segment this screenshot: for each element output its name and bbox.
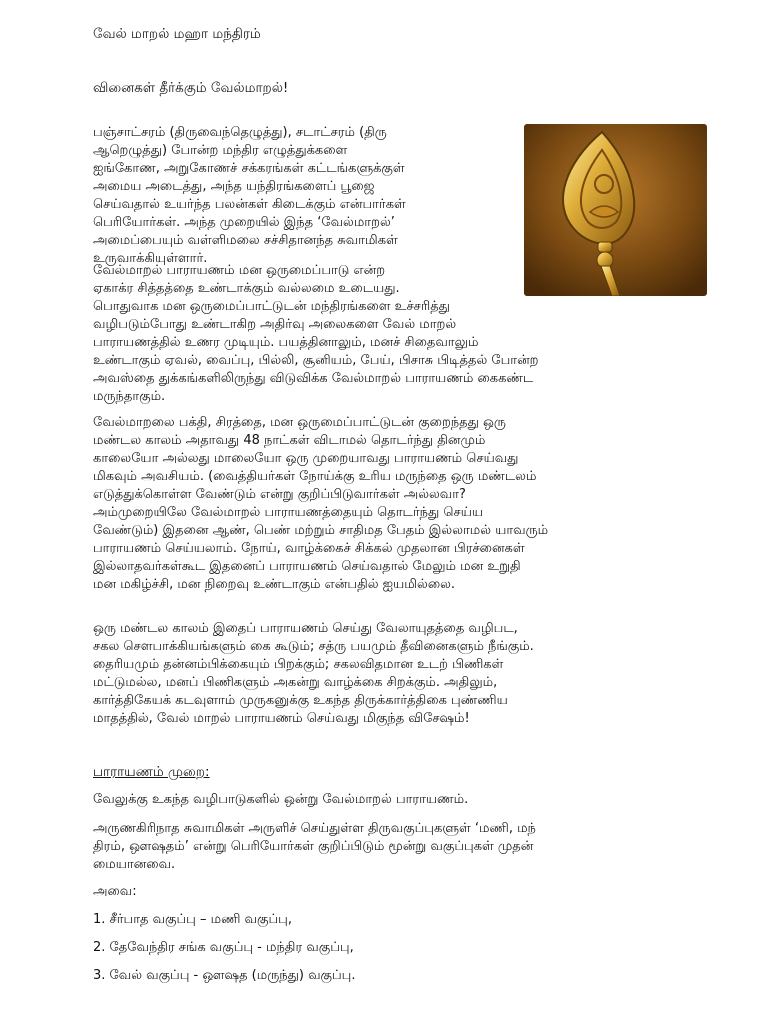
- vel-spear-image: [524, 124, 707, 296]
- paragraph-line: மிகவும் அவசியம். (வைத்தியர்கள் நோய்க்கு உரிய மருந்தை ஒரு மண்டலம்: [93, 469, 537, 484]
- paragraph-line: வேண்டும்) இதனை ஆண், பெண் மற்றும் சாதிமத பேதம் இல்லாமல் யாவரும்: [93, 523, 549, 538]
- paragraph-line: அவஸ்தை துக்கங்களிலிருந்து விடுவிக்க வேல்மாறல் பாராயணம் கைகண்ட: [93, 371, 534, 386]
- paragraph-line: காலையோ அல்லது மாலையோ ஒரு முறையாவது பாராயணம் செய்வது: [93, 451, 519, 466]
- paragraph-line: பஞ்சாட்சரம் (திருவைந்தெழுத்து), சடாட்சரம் (திரு: [93, 125, 387, 140]
- paragraph-4: [93, 620, 534, 728]
- list-intro: அவை:: [93, 884, 137, 899]
- paragraph-1: [93, 124, 406, 268]
- paragraph-line: பெரியோர்கள். அந்த முறையில் இந்த ‘வேல்மாறல்’: [93, 215, 395, 230]
- paragraph-line: மருந்தாகும்.: [93, 389, 166, 404]
- paragraph-line: பொதுவாக மன ஒருமைப்பாட்டுடன் மந்திரங்களை உச்சரித்து: [93, 299, 450, 314]
- paragraph-line: அம்முறையிலே வேல்மாறல் பாராயணத்தையும் தொடர்ந்து செய்ய: [93, 505, 483, 520]
- paragraph-line: மட்டுமல்ல, மனப் பிணிகளும் அகன்று வாழ்க்கை சிறக்கும். அதிலும்,: [93, 675, 498, 690]
- paragraph-line: உண்டாகும் ஏவல், வைப்பு, பில்லி, சூனியம், பேய், பிசாசு பிடித்தல் போன்ற: [93, 353, 539, 368]
- page-title: வேல் மாறல் மஹா மந்திரம்: [93, 26, 261, 42]
- paragraph-line: மையானவை.: [93, 857, 176, 872]
- paragraph-line: எடுத்துக்கொள்ள வேண்டும் என்று குறிப்பிடுவார்கள் அல்லவா?: [93, 487, 466, 502]
- paragraph-line: தைரியமும் தன்னம்பிக்கையும் பிறக்கும்; சகலவிதமான உடற் பிணிகள்: [93, 657, 504, 672]
- paragraph-line: வழிபடும்போது உண்டாகிற அதிர்வு அலைகளை வேல் மாறல்: [93, 317, 457, 332]
- paragraph-line: வேல்மாறல் பாராயணம் மன ஒருமைப்பாடு என்ற: [93, 263, 386, 278]
- paragraph-line: அருணகிரிநாத சுவாமிகள் அருளிச் செய்துள்ள திருவகுப்புகளுள் ‘மணி, மந்: [93, 821, 536, 836]
- list-item: 3. வேல் வகுப்பு - ஔஷத (மருந்து) வகுப்பு.: [93, 968, 356, 983]
- paragraph-line: மண்டல காலம் அதாவது 48 நாட்கள் விடாமல் தொடர்ந்து தினமும்: [93, 433, 486, 448]
- list-item: 2. தேவேந்திர சங்க வகுப்பு - மந்திர வகுப்பு,: [93, 940, 354, 955]
- paragraph-line: பாராயணம் செய்யலாம். நோய், வாழ்க்கைச் சிக்கல் முதலான பிரச்னைகள்: [93, 541, 525, 556]
- paragraph-line: உருவாக்கியுள்ளார்.: [93, 251, 208, 266]
- subtitle: வினைகள் தீர்க்கும் வேல்மாறல்!: [93, 80, 289, 96]
- paragraph-line: வேல்மாறலை பக்தி, சிரத்தை, மன ஒருமைப்பாட்டுடன் குறைந்தது ஒரு: [93, 415, 506, 430]
- paragraph-line: அமைய அடைத்து, அந்த யந்திரங்களைப் பூஜை: [93, 179, 375, 194]
- paragraph-line: மாதத்தில், வேல் மாறல் பாராயணம் செய்வது மிகுந்த விசேஷம்!: [93, 711, 470, 726]
- list-item: 1. சீர்பாத வகுப்பு – மணி வகுப்பு,: [93, 912, 292, 927]
- paragraph-line: ஐங்கோண, அறுகோணச் சக்கரங்கள் கட்டங்களுக்குள்: [93, 161, 405, 176]
- method-heading: பாராயணம் முறை:: [93, 764, 210, 780]
- paragraph-line: ஆறெழுத்து) போன்ற மந்திர எழுத்துக்களை: [93, 143, 348, 158]
- paragraph-line: அமைப்பையும் வள்ளிமலை சச்சிதானந்த சுவாமிகள்: [93, 233, 398, 248]
- paragraph-line: ஒரு மண்டல காலம் இதைப் பாராயணம் செய்து வேலாயுதத்தை வழிபட,: [93, 621, 518, 636]
- paragraph-line: ஏகாக்ர சித்தத்தை உண்டாக்கும் வல்லமை உடையது.: [93, 281, 400, 296]
- paragraph-line: கார்த்திகேயக் கடவுளாம் முருகனுக்கு உகந்த திருக்கார்த்திகை புண்ணிய: [93, 693, 508, 708]
- paragraph-line: மன மகிழ்ச்சி, மன நிறைவு உண்டாகும் என்பதில் ஐயமில்லை.: [93, 577, 456, 592]
- paragraph-line: பாராயணத்தில் உணர முடியும். பயத்தினாலும், மனச் சிதைவாலும்: [93, 335, 479, 350]
- paragraph-line: இல்லாதவர்கள்கூட இதனைப் பாராயணம் செய்வதால் மேலும் மன உறுதி: [93, 559, 521, 574]
- paragraph-line: செய்வதால் உயர்ந்த பலன்கள் கிடைக்கும் என்பார்கள்: [93, 197, 406, 212]
- paragraph-3: [93, 414, 548, 594]
- paragraph-line: திரம், ஔஷதம்’ என்று பெரியோர்கள் குறிப்பிடும் மூன்று வகுப்புகள் முதன்: [93, 839, 534, 854]
- paragraph-5: [93, 820, 536, 874]
- paragraph-2: [93, 262, 539, 406]
- paragraph-line: சகல சௌபாக்கியங்களும் கை கூடும்; சத்ரு பயமும் தீவினைகளும் நீங்கும்.: [93, 639, 534, 654]
- method-intro: வேலுக்கு உகந்த வழிபாடுகளில் ஒன்று வேல்மாறல் பாராயணம்.: [93, 792, 469, 807]
